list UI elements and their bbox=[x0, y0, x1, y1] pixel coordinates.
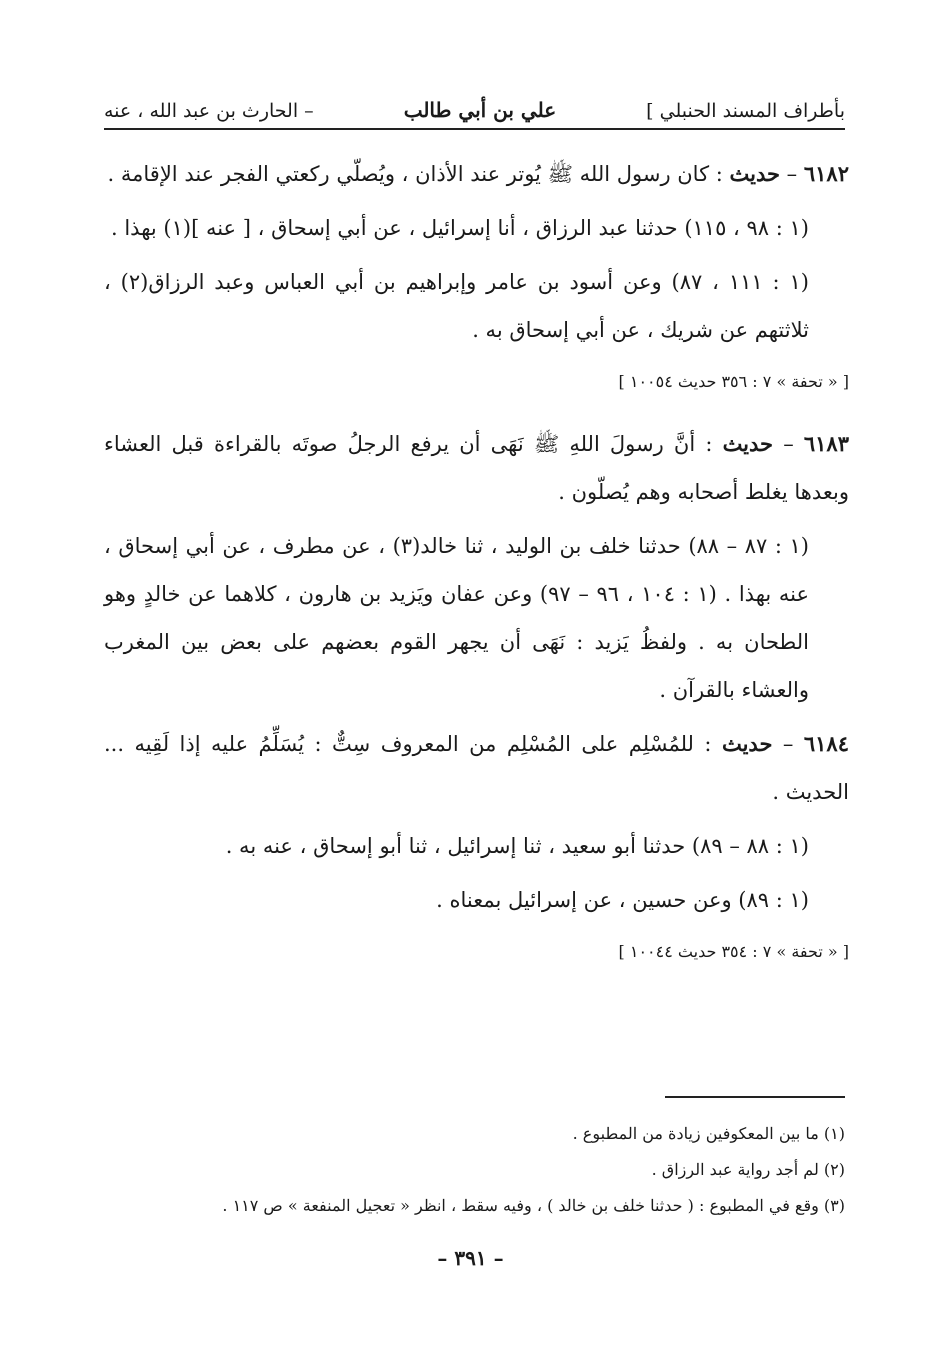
chain-text: (١ : ٨٩) وعن حسين ، عن إسرائيل بمعناه . bbox=[436, 888, 809, 912]
header-right: بأطراف المسند الحنبلي ] bbox=[646, 100, 845, 122]
header-left: – الحارث بن عبد الله ، عنه bbox=[104, 100, 314, 122]
chain-text: (١ : ٨٧ – ٨٨) حدثنا خلف بن الوليد ، ثنا خالد(٣) ، عن مطرف ، عن أبي إسحاق ، عنه بهذا . (١ : ١٠٤ ، ٩٦ – ٩٧) وعن عفان ويَزيد بن هارون ، كلاهما عن خالدٍ وهو الطحان به . ولفظُ يَزيد : نَهَى أن يجهر القوم بعضهم على بعض بين المغرب والعشاء بالقرآن . bbox=[104, 534, 809, 702]
hadith-number: ٦١٨٤ bbox=[803, 731, 849, 756]
chain-text: (١ : ٩٨ ، ١١٥) حدثنا عبد الرزاق ، أنا إسرائيل ، عن أبي إسحاق ، [ عنه ](١) بهذا . bbox=[111, 216, 809, 240]
page-number: – ٣٩١ – bbox=[437, 1246, 504, 1270]
footnote-divider bbox=[665, 1096, 845, 1098]
footnote: (٢) لم أجد رواية عبد الرزاق . bbox=[651, 1160, 845, 1179]
hadith-text: : كان رسول الله ﷺ يُوتر عند الأذان ، ويُصلّي ركعتي الفجر عند الإقامة . bbox=[107, 162, 723, 186]
hadith-number: ٦١٨٣ bbox=[803, 431, 849, 456]
hadith-entry: ٦١٨٤ – حديث : للمُسْلِم على المُسْلِم من المعروف سِتٌّ : يُسَلِّمُ عليه إذا لَقِيه ... الحديث . bbox=[104, 731, 849, 804]
footnotes bbox=[104, 1116, 845, 1224]
footnote: (١) ما بين المعكوفين زيادة من المطبوع . bbox=[572, 1124, 845, 1143]
footnote: (٣) وقع في المطبوع : ( حدثنا خلف بن خالد ) ، وفيه سقط ، انظر « تعجيل المنفعة » ص ١١٧ . bbox=[222, 1196, 845, 1215]
hadith-label: حديث bbox=[721, 731, 773, 756]
hadith-label: حديث bbox=[729, 161, 780, 186]
hadith-entry: ٦١٨٣ – حديث : أنَّ رسولَ اللهِ ﷺ نَهَى أن يرفع الرجلُ صوتَه بالقراءة قبل العشاء وبعدها يغلط أصحابه وهم يُصلّون . bbox=[104, 431, 849, 504]
page-body bbox=[104, 150, 849, 990]
running-header bbox=[104, 86, 845, 130]
tuhfa-reference: [ « تحفة » ٧ : ٣٥٤ حديث ١٠٠٤٤ ] bbox=[618, 942, 849, 961]
hadith-text: : أنَّ رسولَ اللهِ ﷺ نَهَى أن يرفع الرجلُ صوتَه بالقراءة قبل العشاء وبعدها يغلط أصحابه وهم يُصلّون . bbox=[104, 432, 849, 504]
header-center: علي بن أبي طالب bbox=[403, 98, 557, 122]
hadith-label: حديث bbox=[722, 431, 774, 456]
hadith-entry: ٦١٨٢ – حديث : كان رسول الله ﷺ يُوتر عند الأذان ، ويُصلّي ركعتي الفجر عند الإقامة . bbox=[107, 161, 849, 186]
tuhfa-reference: [ « تحفة » ٧ : ٣٥٦ حديث ١٠٠٥٤ ] bbox=[618, 372, 849, 391]
hadith-number: ٦١٨٢ bbox=[803, 161, 849, 186]
hadith-text: : للمُسْلِم على المُسْلِم من المعروف سِتٌّ : يُسَلِّمُ عليه إذا لَقِيه ... الحديث . bbox=[104, 732, 849, 804]
chain-text: (١ : ١١١ ، ٨٧) وعن أسود بن عامر وإبراهيم بن أبي العباس وعبد الرزاق(٢) ، ثلاثتهم عن شريك ، عن أبي إسحاق به . bbox=[104, 270, 809, 342]
chain-text: (١ : ٨٨ – ٨٩) حدثنا أبو سعيد ، ثنا إسرائيل ، ثنا أبو إسحاق ، عنه به . bbox=[225, 834, 809, 858]
